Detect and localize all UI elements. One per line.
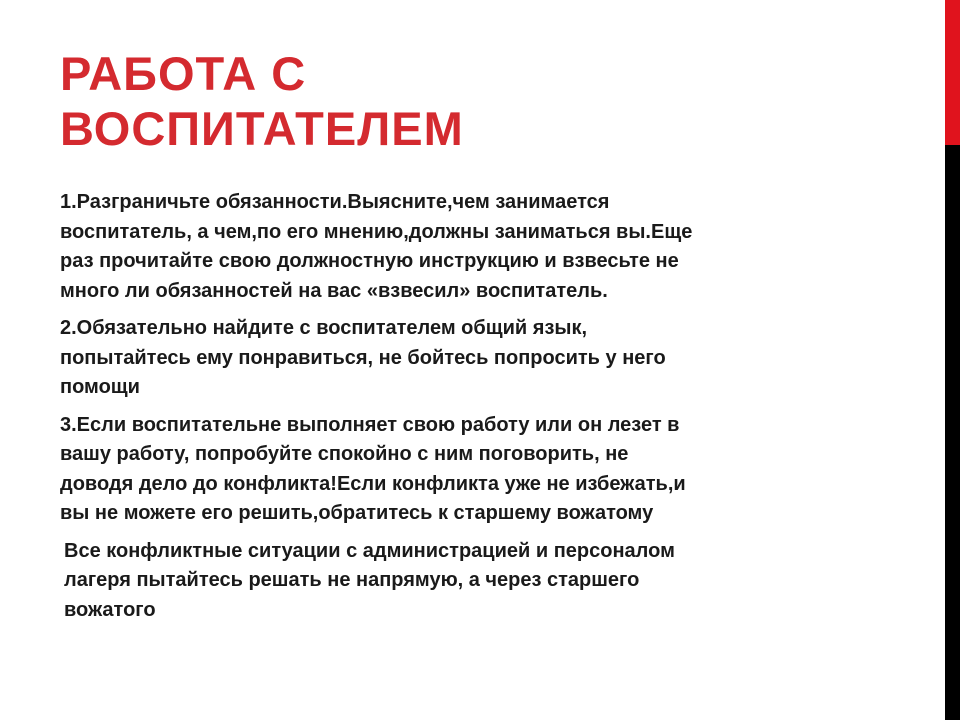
slide-body — [60, 188, 850, 633]
paragraph-line: много ли обязанностей на вас «взвесил» воспитатель. — [60, 279, 608, 302]
paragraph-line: Все конфликтные ситуации с администрацией и персоналом — [64, 539, 675, 562]
paragraph-line: попытайтесь ему понравиться, не бойтесь попросить у него — [60, 346, 666, 369]
paragraph-3 — [60, 411, 850, 529]
paragraph-line: 1.Разграничьте обязанности.Выясните,чем занимается — [60, 191, 610, 213]
paragraph-line: доводя дело до конфликта!Если конфликта уже не избежать,и — [60, 472, 686, 495]
side-accent-bar-black — [945, 145, 960, 720]
paragraph-4 — [60, 537, 850, 626]
paragraph-line: вашу работу, попробуйте спокойно с ним поговорить, не — [60, 443, 629, 465]
paragraph-line: вы не можете его решить,обратитесь к старшему вожатому — [60, 502, 654, 524]
paragraph-line: лагеря пытайтесь решать не напрямую, а через старшего — [64, 569, 640, 591]
slide-title — [60, 46, 900, 156]
side-accent-bar-red — [945, 0, 960, 145]
paragraph-line: воспитатель, а чем,по его мнению,должны заниматься вы.Еще — [60, 220, 693, 243]
paragraph-line: 2.Обязательно найдите с воспитателем общий язык, — [60, 317, 588, 339]
paragraph-line: раз прочитайте свою должностную инструкцию и взвесьте не — [60, 250, 679, 272]
paragraph-1 — [60, 188, 850, 306]
paragraph-line: помощи — [60, 376, 140, 398]
paragraph-2 — [60, 314, 850, 403]
slide-title-line-2: ВОСПИТАТЕЛЕМ — [60, 102, 464, 155]
slide-title-line-1: РАБОТА С — [60, 47, 307, 100]
paragraph-line: 3.Если воспитательне выполняет свою работу или он лезет в — [60, 413, 680, 436]
paragraph-line: вожатого — [64, 598, 156, 621]
